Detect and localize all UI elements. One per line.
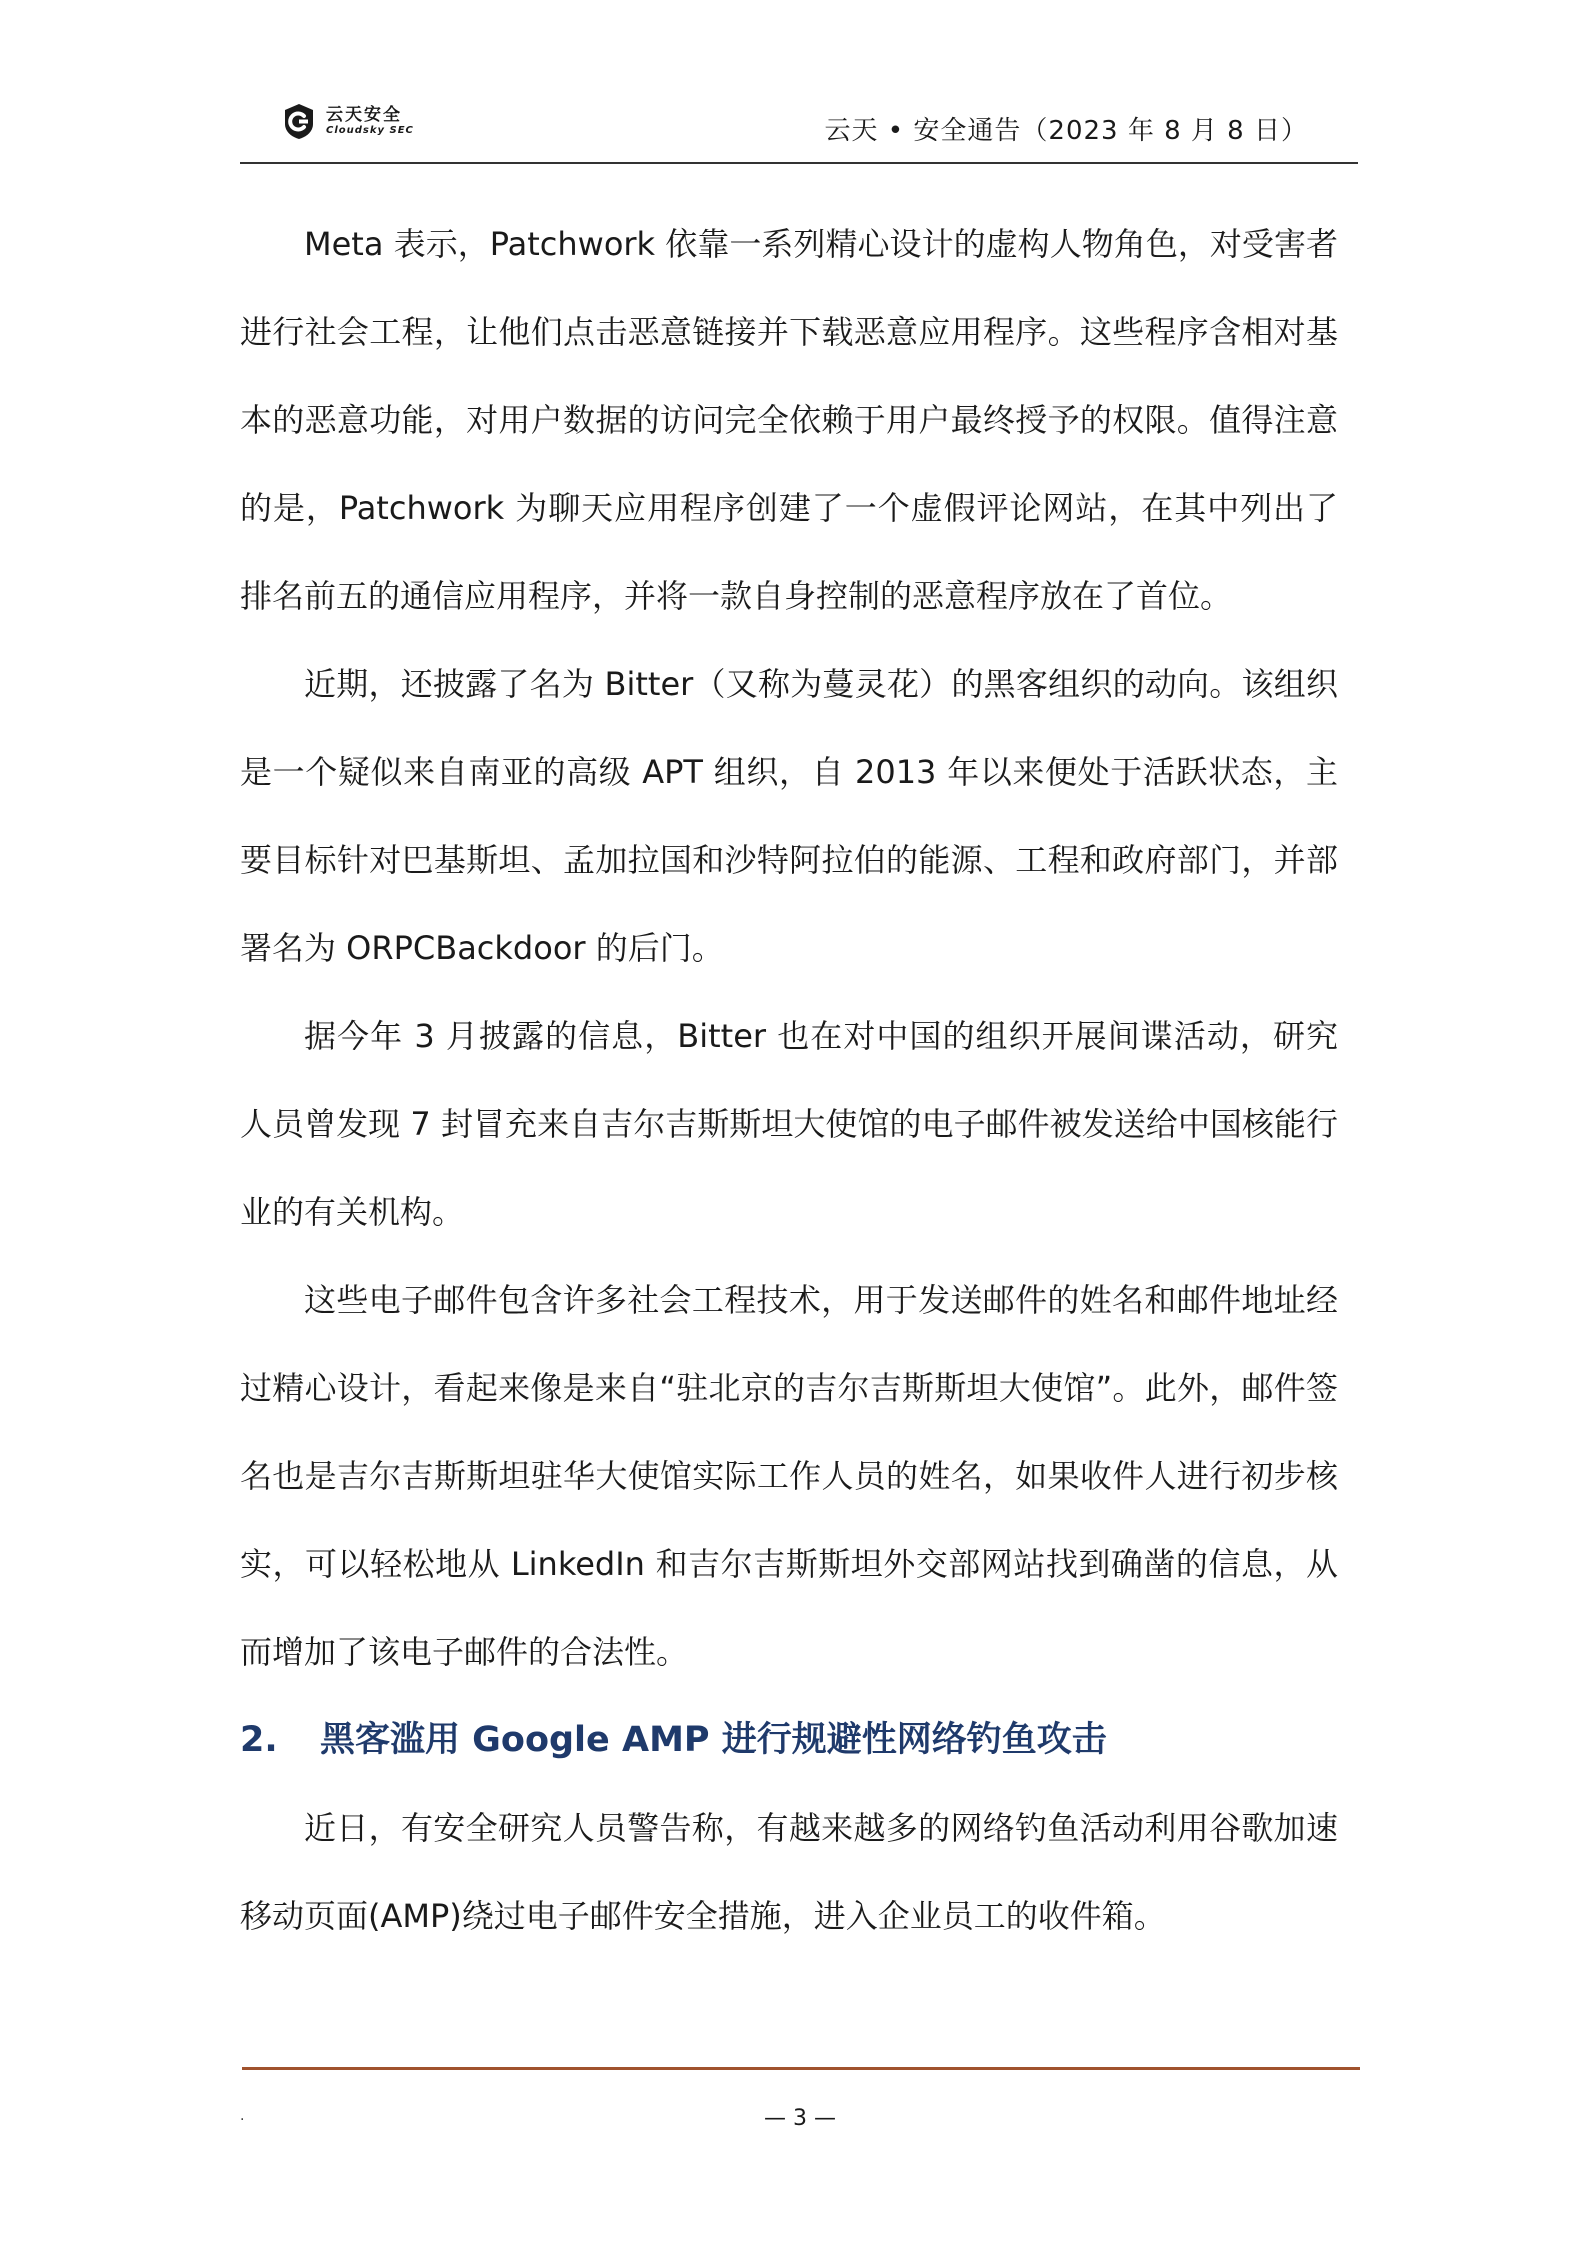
section-title: 黑客滥用 Google AMP 进行规避性网络钓鱼攻击	[320, 1720, 1107, 1760]
page-header	[240, 92, 1358, 164]
paragraph: 据今年 3 月披露的信息，Bitter 也在对中国的组织开展间谍活动，研究人员曾发现 7 封冒充来自吉尔吉斯斯坦大使馆的电子邮件被发送给中国核能行业的有关机构。	[240, 1017, 1338, 1231]
section-heading	[240, 1696, 1338, 1784]
cloudsky-logo-icon	[280, 102, 318, 140]
paragraph: 这些电子邮件包含许多社会工程技术，用于发送邮件的姓名和邮件地址经过精心设计，看起来像是来自“驻北京的吉尔吉斯斯坦大使馆”。此外，邮件签名也是吉尔吉斯斯坦驻华大使馆实际工作人员的姓名，如果收件人进行初步核实，可以轻松地从 LinkedIn 和吉尔吉斯斯坦外交部网站找到确凿的信息，从而增加了该电子邮件的合法性。	[240, 1281, 1338, 1671]
footer-dot: .	[240, 2108, 245, 2124]
paragraph: 近日，有安全研究人员警告称，有越来越多的网络钓鱼活动利用谷歌加速移动页面(AMP)绕过电子邮件安全措施，进入企业员工的收件箱。	[240, 1809, 1338, 1935]
section-number: 2.	[240, 1720, 278, 1760]
logo-name-en: Cloudsky SEC	[326, 125, 414, 136]
document-body	[240, 200, 1338, 1960]
paragraph: Meta 表示，Patchwork 依靠一系列精心设计的虚构人物角色，对受害者进行社会工程，让他们点击恶意链接并下载恶意应用程序。这些程序含相对基本的恶意功能，对用户数据的访问完全依赖于用户最终授予的权限。值得注意的是，Patchwork 为聊天应用程序创建了一个虚假评论网站，在其中列出了排名前五的通信应用程序，并将一款自身控制的恶意程序放在了首位。	[240, 225, 1338, 615]
paragraph: 近期，还披露了名为 Bitter（又称为蔓灵花）的黑客组织的动向。该组织是一个疑似来自南亚的高级 APT 组织，自 2013 年以来便处于活跃状态，主要目标针对巴基斯坦、孟加拉国和沙特阿拉伯的能源、工程和政府部门，并部署名为 ORPCBackdoor 的后门。	[240, 665, 1338, 967]
page-number: — 3 —	[764, 2106, 836, 2131]
logo-name-cn: 云天安全	[326, 105, 402, 125]
bulletin-title: 云天 • 安全通告（2023 年 8 月 8 日）	[824, 116, 1308, 146]
footer-rule	[242, 2067, 1360, 2070]
company-logo	[280, 96, 414, 146]
